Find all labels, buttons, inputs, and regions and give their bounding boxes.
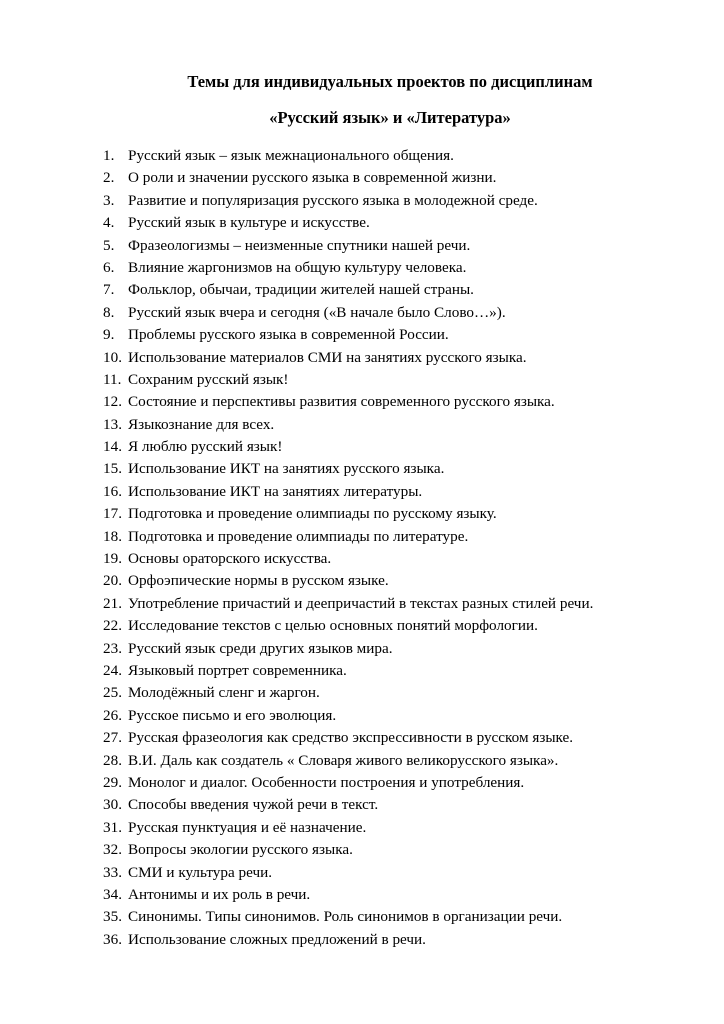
topic-text: Фольклор, обычаи, традиции жителей нашей страны. [128,281,474,299]
topic-text: Вопросы экологии русского языка. [128,841,353,859]
topic-text: Подготовка и проведение олимпиады по литературе. [128,527,469,545]
topic-item [103,548,593,570]
topic-number: 24. [103,661,122,679]
topic-item [103,324,593,346]
topic-number: 25. [103,684,122,702]
topic-number: 18. [103,527,122,545]
topic-text: Русский язык в культуре и искусстве. [128,214,370,232]
topic-number: 35. [103,908,122,926]
topic-item [103,436,593,458]
topic-number: 17. [103,505,122,523]
page-title: Темы для индивидуальных проектов по дисциплинам [187,72,593,91]
topic-text: Русский язык вчера и сегодня («В начале было Слово…»). [128,303,506,321]
topic-text: Фразеологизмы – неизменные спутники нашей речи. [128,236,471,254]
topic-text: Исследование текстов с целью основных понятий морфологии. [128,617,538,635]
topic-item [103,682,593,704]
topic-text: Использование ИКТ на занятиях литературы. [128,482,423,500]
topic-number: 28. [103,751,122,769]
topic-text: Антонимы и их роль в речи. [128,885,311,903]
topic-item [103,302,593,324]
topic-number: 4. [103,214,115,232]
topic-item [103,481,593,503]
topic-item [103,414,593,436]
topic-item [103,906,593,928]
topic-item [103,190,593,212]
topic-item [103,862,593,884]
topic-number: 27. [103,729,122,747]
topic-item [103,212,593,234]
topic-item [103,660,593,682]
topic-text: Подготовка и проведение олимпиады по русскому языку. [128,505,497,523]
topic-item [103,145,593,167]
topic-number: 6. [103,258,115,276]
topic-text: Русский язык – язык межнационального общения. [128,147,454,164]
topic-number: 12. [103,393,122,411]
topic-item [103,794,593,816]
topic-text: Использование сложных предложений в речи. [128,930,426,948]
topic-number: 9. [103,326,115,344]
topic-number: 30. [103,796,122,814]
topic-text: Русская фразеология как средство экспрессивности в русском языке. [128,729,574,747]
topic-number: 20. [103,572,122,590]
topic-text: Способы введения чужой речи в текст. [128,796,379,814]
topic-item [103,347,593,369]
topic-number: 1. [103,147,115,164]
topic-text: Влияние жаргонизмов на общую культуру человека. [128,258,467,276]
topic-text: Русский язык среди других языков мира. [128,639,393,657]
topic-number: 33. [103,863,122,881]
topic-number: 8. [103,303,115,321]
topic-number: 10. [103,348,122,366]
topic-text: Монолог и диалог. Особенности построения и употребления. [128,773,525,791]
topic-number: 13. [103,415,122,433]
topic-number: 21. [103,594,122,612]
topic-item [103,458,593,480]
topic-text: В.И. Даль как создатель « Словаря живого великорусского языка». [128,751,559,769]
topic-number: 26. [103,706,122,724]
topic-number: 16. [103,482,122,500]
topic-item [103,369,593,391]
topic-number: 34. [103,885,122,903]
topic-text: Использование материалов СМИ на занятиях русского языка. [128,348,527,366]
topic-item [103,279,593,301]
topic-item [103,839,593,861]
topic-text: Языкознание для всех. [128,415,275,433]
topic-text: Синонимы. Типы синонимов. Роль синонимов в организации речи. [128,908,563,926]
topic-list [103,145,593,951]
page-subtitle: «Русский язык» и «Литература» [269,108,511,127]
topic-item [103,257,593,279]
topic-text: Русское письмо и его эволюция. [128,706,337,724]
topic-number: 31. [103,818,122,836]
topic-number: 22. [103,617,122,635]
topic-text: Языковый портрет современника. [128,661,347,679]
topic-item [103,570,593,592]
topic-item [103,884,593,906]
topic-number: 7. [103,281,115,299]
topic-text: Орфоэпические нормы в русском языке. [128,572,389,590]
topic-item [103,929,593,951]
topic-number: 32. [103,841,122,859]
topic-number: 3. [103,191,115,209]
topic-item [103,615,593,637]
topic-text: О роли и значении русского языка в современной жизни. [128,169,497,187]
topic-text: Русская пунктуация и её назначение. [128,818,367,836]
topic-text: Молодёжный сленг и жаргон. [128,684,320,702]
topic-item [103,705,593,727]
topic-number: 2. [103,169,115,187]
topic-item [103,638,593,660]
topic-text: Проблемы русского языка в современной России. [128,326,449,344]
topic-item [103,526,593,548]
topic-item [103,593,593,615]
topic-number: 11. [103,370,122,388]
topic-item [103,817,593,839]
topic-text: Сохраним русский язык! [128,370,289,388]
topic-text: Я люблю русский язык! [128,438,283,456]
topic-text: СМИ и культура речи. [128,863,273,881]
topic-item [103,391,593,413]
topic-number: 23. [103,639,122,657]
topic-item [103,727,593,749]
topic-item [103,750,593,772]
topic-text: Употребление причастий и деепричастий в текстах разных стилей речи. [128,594,594,612]
topic-item [103,772,593,794]
topic-number: 36. [103,930,122,948]
topic-number: 5. [103,236,115,254]
topic-text: Состояние и перспективы развития современного русского языка. [128,393,555,411]
topic-number: 15. [103,460,122,478]
topic-text: Основы ораторского искусства. [128,550,332,568]
topic-text: Использование ИКТ на занятиях русского языка. [128,460,445,478]
topic-item [103,235,593,257]
topic-item [103,167,593,189]
topic-number: 19. [103,550,122,568]
topic-number: 29. [103,773,122,791]
topic-item [103,503,593,525]
topic-text: Развитие и популяризация русского языка в молодежной среде. [128,191,538,209]
topic-number: 14. [103,438,122,456]
